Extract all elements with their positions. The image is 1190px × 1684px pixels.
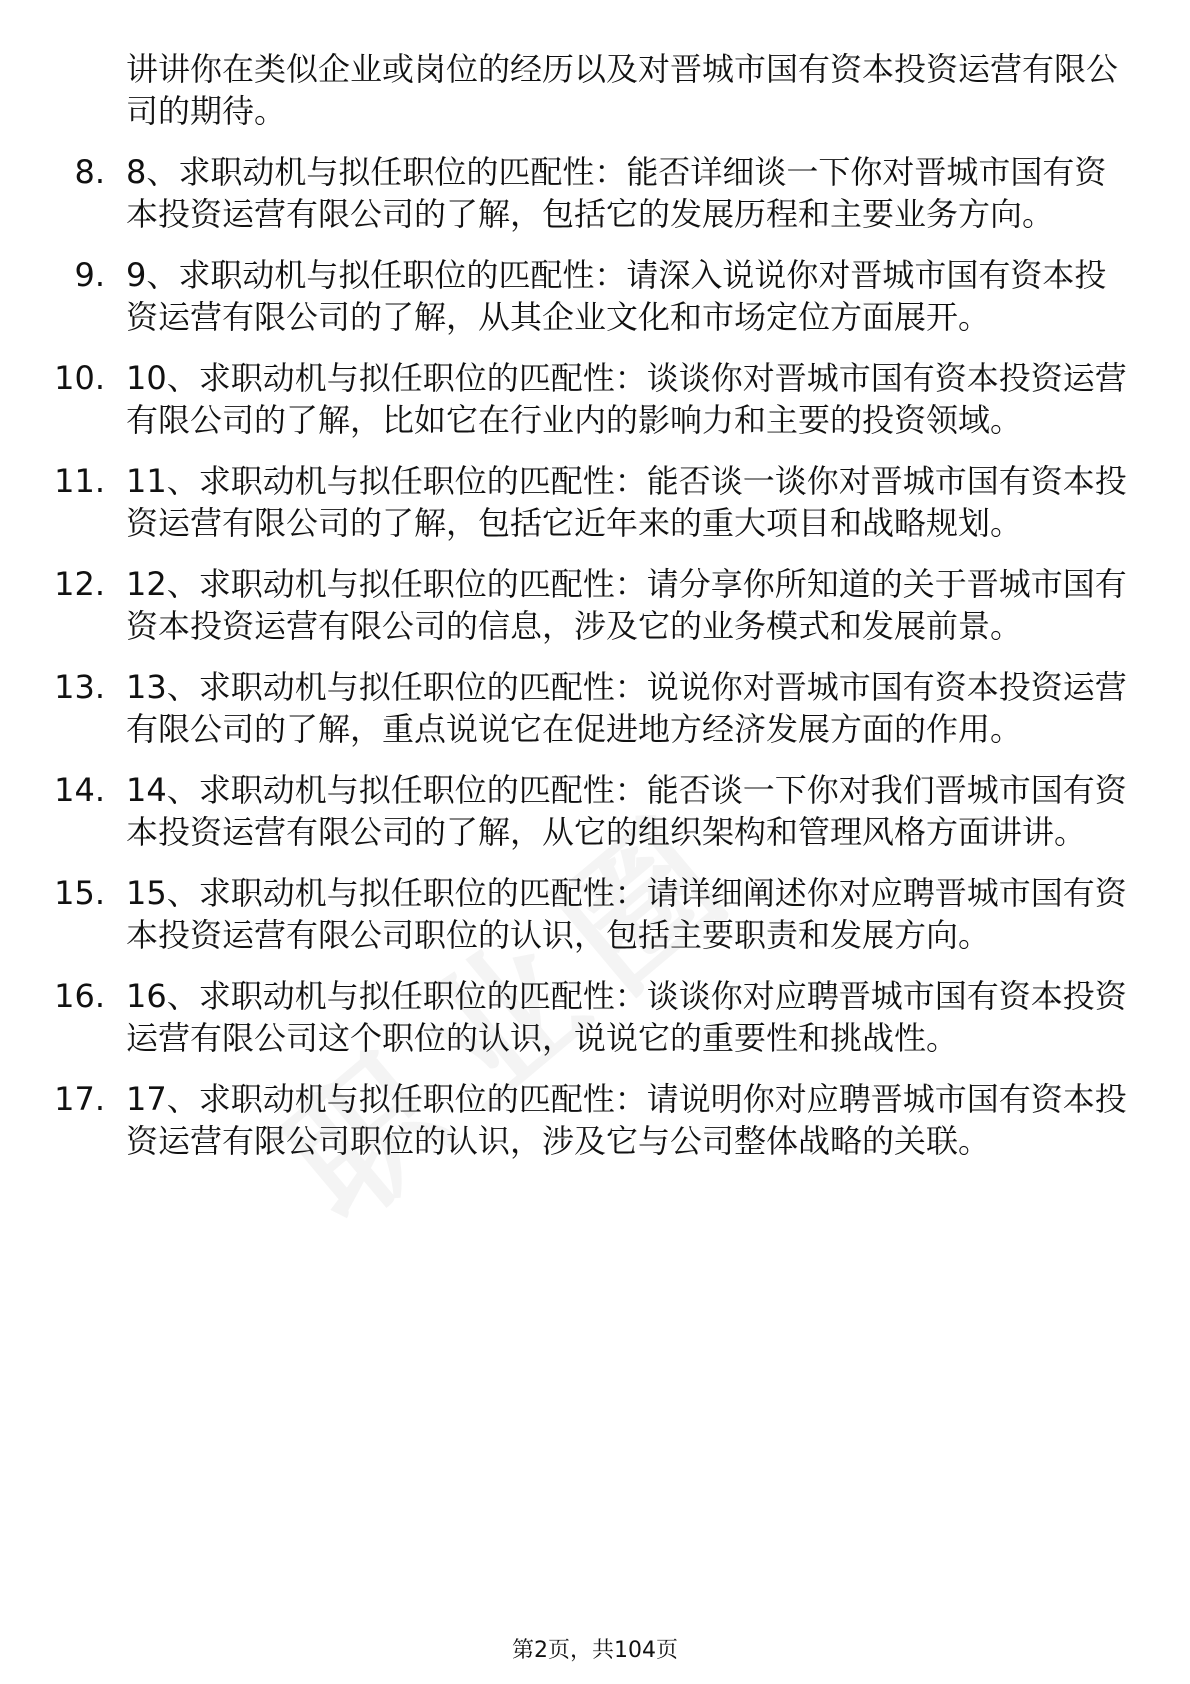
question-number: 8. bbox=[74, 153, 105, 191]
question-text: 16、求职动机与拟任职位的匹配性：谈谈你对应聘晋城市国有资本投资运营有限公司这个职位的认识，说说它的重要性和挑战性。 bbox=[126, 977, 1127, 1057]
question-number: 10. bbox=[54, 359, 105, 397]
question-number: 12. bbox=[54, 565, 105, 603]
question-item bbox=[0, 975, 1190, 1059]
question-item bbox=[0, 151, 1190, 235]
question-text: 8、求职动机与拟任职位的匹配性：能否详细谈一下你对晋城市国有资本投资运营有限公司的了解，包括它的发展历程和主要业务方向。 bbox=[126, 153, 1107, 233]
question-text: 12、求职动机与拟任职位的匹配性：请分享你所知道的关于晋城市国有资本投资运营有限公司的信息，涉及它的业务模式和发展前景。 bbox=[126, 565, 1127, 645]
question-number: 9. bbox=[74, 256, 105, 294]
question-number: 16. bbox=[54, 977, 105, 1015]
question-text: 10、求职动机与拟任职位的匹配性：谈谈你对晋城市国有资本投资运营有限公司的了解，比如它在行业内的影响力和主要的投资领域。 bbox=[126, 359, 1127, 439]
question-text: 13、求职动机与拟任职位的匹配性：说说你对晋城市国有资本投资运营有限公司的了解，重点说说它在促进地方经济发展方面的作用。 bbox=[126, 668, 1127, 748]
question-item bbox=[0, 666, 1190, 750]
question-item bbox=[0, 460, 1190, 544]
question-text: 14、求职动机与拟任职位的匹配性：能否谈一下你对我们晋城市国有资本投资运营有限公司的了解，从它的组织架构和管理风格方面讲讲。 bbox=[126, 771, 1127, 851]
question-number: 13. bbox=[54, 668, 105, 706]
question-number: 17. bbox=[54, 1080, 105, 1118]
question-number: 15. bbox=[54, 874, 105, 912]
question-text: 11、求职动机与拟任职位的匹配性：能否谈一谈你对晋城市国有资本投资运营有限公司的了解，包括它近年来的重大项目和战略规划。 bbox=[126, 462, 1127, 542]
question-item bbox=[0, 357, 1190, 441]
question-content bbox=[0, 48, 1190, 1162]
question-text: 9、求职动机与拟任职位的匹配性：请深入说说你对晋城市国有资本投资运营有限公司的了解，从其企业文化和市场定位方面展开。 bbox=[126, 256, 1107, 336]
page-footer bbox=[0, 1636, 1190, 1666]
question-item bbox=[0, 1078, 1190, 1162]
question-text: 15、求职动机与拟任职位的匹配性：请详细阐述你对应聘晋城市国有资本投资运营有限公司职位的认识，包括主要职责和发展方向。 bbox=[126, 874, 1127, 954]
question-item bbox=[0, 872, 1190, 956]
question-number: 11. bbox=[54, 462, 105, 500]
question-number: 14. bbox=[54, 771, 105, 809]
page-number-label: 第2页，共104页 bbox=[512, 1638, 678, 1663]
question-item bbox=[0, 254, 1190, 338]
question-item bbox=[0, 563, 1190, 647]
continuation-text: 讲讲你在类似企业或岗位的经历以及对晋城市国有资本投资运营有限公司的期待。 bbox=[126, 50, 1119, 130]
question-list bbox=[0, 151, 1190, 1162]
question-text: 17、求职动机与拟任职位的匹配性：请说明你对应聘晋城市国有资本投资运营有限公司职位的认识，涉及它与公司整体战略的关联。 bbox=[126, 1080, 1127, 1160]
question-item bbox=[0, 769, 1190, 853]
